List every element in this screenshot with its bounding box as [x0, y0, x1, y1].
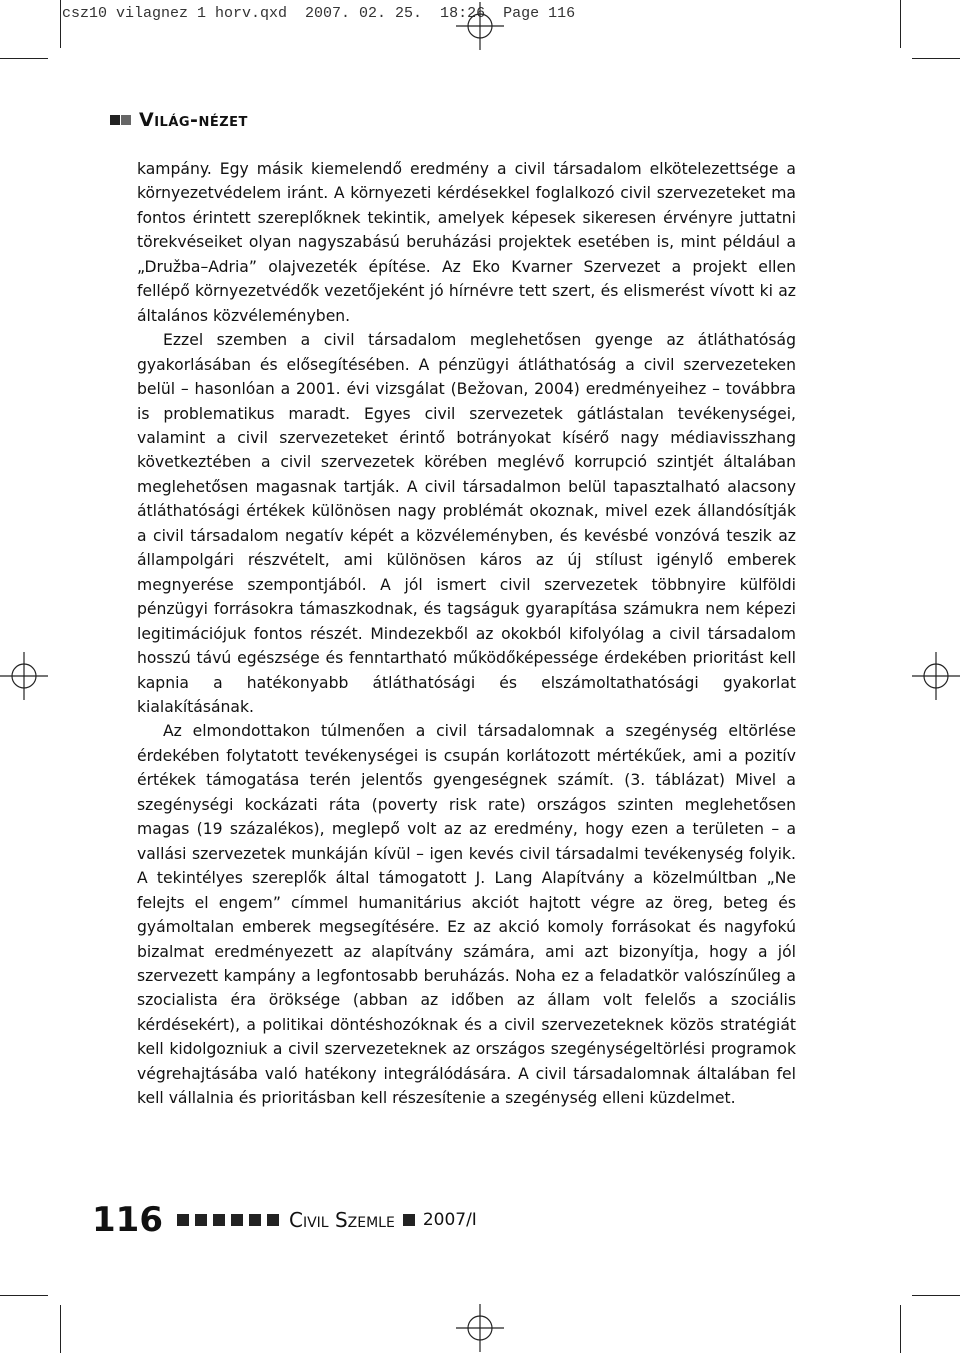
- footer-square-icon: [403, 1214, 415, 1226]
- paragraph-1: kampány. Egy másik kiemelendő eredmény a civil társadalom elkötelezettsége a környezetvédelem iránt. A környezeti kérdésekkel foglalkozó civil szervezeteket ma fontos érintett szereplőknek tekintik, amelyek képesek sikeresen érvényre juttatni törekvéseiket olyan nagyszabású beruházási projektek esetében is, mint például a „Družba–Adria” olajvezeték építése. Az Eko Kvarner Szervezet a projekt ellen fellépő környezetvédők vezetőjeként jó hírnévre tett szert, és elismerést vívott ki az általános közvéleményben.: [137, 160, 796, 325]
- section-title: Világ-nézet: [139, 109, 248, 131]
- footer-square-icon: [213, 1214, 225, 1226]
- journal-issue: 2007/I: [422, 1210, 477, 1230]
- footer-square-icon: [195, 1214, 207, 1226]
- registration-mark-bottom-icon: [456, 1304, 504, 1352]
- paragraph-2: Ezzel szemben a civil társadalom meglehetősen gyenge az átláthatóság gyakorlásában és elősegítésében. A pénzügyi átláthatóság a civil szervezeteken belül – hasonlóan a 2001. évi vizsgálat (Bežovan, 2004) eredményeihez – továbbra is problematikus maradt. Egyes civil szervezetek gátlástalan tevékenységei, valamint a civil szervezeteket érintő botrányokat kísérő nagy médiavisszhang következtében a civil szervezetek körében meglévő korrupció szintjét általában meglehetősen magasnak tartják. A civil társadalmon belül tapasztalható alacsony átláthatósági értékek különösen nagy problémát okoznak, mivel ezek állandósítják a civil társadalom negatív képét a közvéleményben, és kevésbé vonzóvá teszik az állampolgári részvételt, ami különösen káros az új stílust igénylő emberek megnyerése szempontjából. A jól ismert civil szervezetek többnyire külföldi pénzügyi forrásokra támaszkodnak, és tagságuk gyarapítása számukra nem képezi legitimációjuk fontos részét. Mindezekből az okokból kifolyólag a civil társadalom hosszú távú egészsége és fenntartható működőképessége érdekében prioritást kell kapnia a hatékonyabb átláthatósági és elszámoltathatósági gyakorlat kialakításának.: [137, 331, 796, 716]
- crop-mark-top-right-v: [900, 0, 901, 48]
- section-header: [110, 109, 248, 131]
- footer-square-icon: [249, 1214, 261, 1226]
- print-slug: csz10 vilagnez 1 horv.qxd 2007. 02. 25. 18:26 Page 116: [62, 5, 576, 22]
- registration-mark-left-icon: [0, 652, 48, 700]
- page-number: 116: [92, 1200, 163, 1240]
- crop-mark-top-right-h: [912, 58, 960, 59]
- registration-mark-right-icon: [912, 652, 960, 700]
- registration-mark-top-icon: [456, 2, 504, 50]
- footer-square-icon: [177, 1214, 189, 1226]
- crop-mark-bottom-right-h: [912, 1295, 960, 1296]
- footer-square-icon: [267, 1214, 279, 1226]
- crop-mark-top-left-h: [0, 58, 48, 59]
- section-bullet-icon: [110, 115, 131, 125]
- crop-mark-top-left-v: [60, 0, 61, 48]
- footer-square-icon: [231, 1214, 243, 1226]
- crop-mark-bottom-left-h: [0, 1295, 48, 1296]
- crop-mark-bottom-right-v: [900, 1305, 901, 1353]
- article-body: [137, 157, 796, 1111]
- paragraph-3: Az elmondottakon túlmenően a civil társadalomnak a szegénység eltörlése érdekében folytatott tevékenységei is csupán korlátozott mértékűek, ami a pozitív értékek támogatása terén jelentős gyengeségnek számít. (3. táblázat) Mivel a szegénységi kockázati ráta (poverty risk rate) országos szinten meglehetősen magas (19 százalékos), meglepő volt az az eredmény, hogy ezen a területen – a vallási szervezetek munkáján kívül – igen kevés civil társadalmi tevékenység folyik. A tekintélyes szereplők által támogatott J. Lang Alapítvány a közelmúltban „Ne felejts el engem” címmel humanitárius akciót hajtott végre az öreg, beteg és gyámoltalan emberek megsegítésére. Ez az akció komoly forrásokat és nagyfokú bizalmat eredményezett az alapítvány számára, ami azt bizonyítja, hogy a jól szervezett kampány a legfontosabb beruházás. Noha ez a feladatkör valószínűleg a szocialista éra öröksége (abban az időben az állam volt felelős a szociális kérdésekért), a politikai döntéshozóknak és a civil szervezeteknek közös stratégiát kell kidolgozniuk a civil szervezeteknek az országos szegénységeltörlési programok végrehajtásába való hatékony integrálódására. A civil társadalomnak általában fel kell vállalnia és prioritásban kell részesítenie a szegénység elleni küzdelmet.: [137, 722, 796, 1108]
- crop-mark-bottom-left-v: [60, 1305, 61, 1353]
- journal-title: Civil Szemle: [288, 1208, 395, 1232]
- page-footer: [92, 1200, 477, 1240]
